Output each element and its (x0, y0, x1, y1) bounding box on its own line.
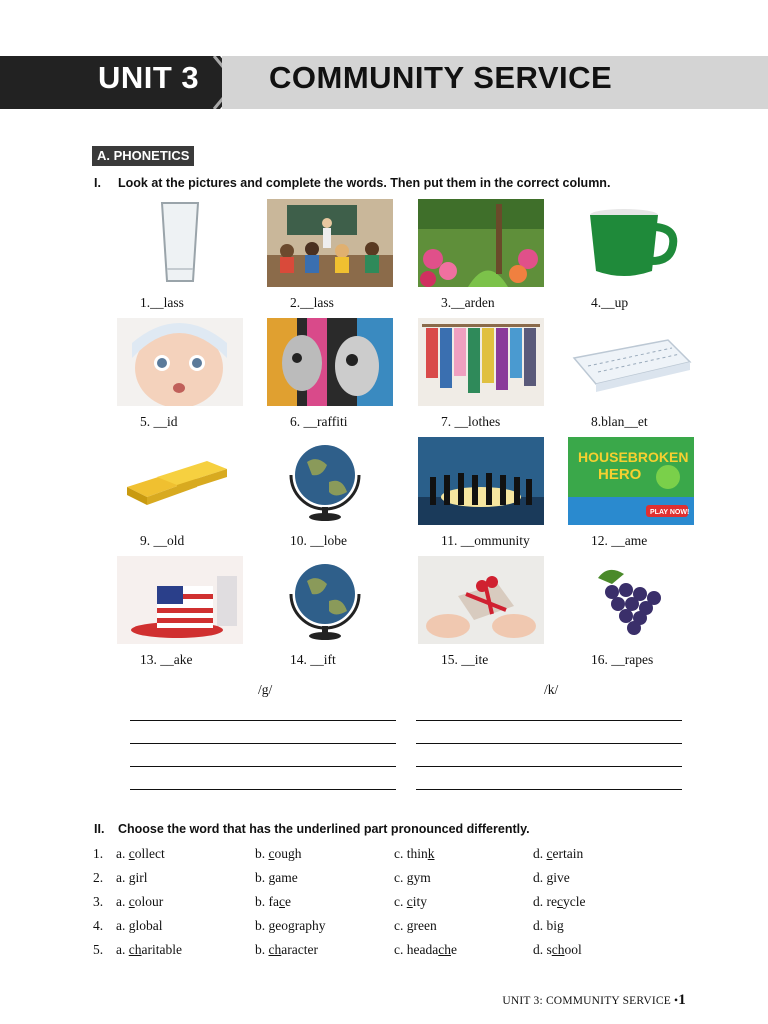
cake-icon (117, 556, 243, 644)
option-text: lobal (135, 918, 163, 933)
option-text: ame (275, 870, 298, 885)
option-text: e (450, 942, 457, 957)
column-heading-g: /g/ (258, 682, 273, 697)
answer-line-g[interactable] (130, 743, 396, 744)
cup-icon (568, 199, 694, 287)
option-text: b. (255, 918, 269, 933)
picture-caption: 3.__arden (441, 295, 495, 310)
picture-caption: 12. __ame (591, 533, 648, 548)
page-footer (502, 992, 686, 1009)
exercise-number: II. (94, 822, 105, 836)
underlined-letters: g (268, 918, 276, 933)
underlined-letters: c (268, 846, 275, 861)
option-text: b. (255, 870, 269, 885)
section-heading: A. PHONETICS (92, 146, 194, 166)
underlined-letters: g (406, 918, 414, 933)
underlined-letters: g (268, 870, 276, 885)
answer-option-c[interactable] (394, 942, 457, 958)
unit-title: COMMUNITY SERVICE (269, 60, 613, 95)
underlined-letters: c (557, 894, 563, 909)
option-text: d. (533, 870, 547, 885)
option-text: a. (116, 942, 129, 957)
underlined-letters: g (546, 870, 554, 885)
option-text: b. (255, 846, 269, 861)
question-number: 2. (93, 870, 104, 885)
answer-option-a[interactable] (116, 870, 148, 886)
answer-option-d[interactable] (533, 870, 570, 886)
option-text: ycle (563, 894, 586, 909)
clothes-icon (418, 318, 544, 406)
option-text: b. fa (255, 894, 279, 909)
exercise-1-instruction (94, 176, 694, 192)
answer-option-a[interactable] (116, 846, 165, 862)
option-text: olour (134, 894, 164, 909)
game-play-label: PLAY NOW! (650, 509, 690, 516)
underlined-letters: c (279, 894, 285, 909)
option-text: c. headа (394, 942, 439, 957)
underlined-letters: c (406, 894, 413, 909)
globe-icon (267, 556, 393, 644)
picture-caption: 8.blan__et (591, 414, 648, 429)
answer-line-g[interactable] (130, 789, 396, 790)
answer-option-c[interactable] (394, 918, 437, 934)
option-text: reen (413, 918, 437, 933)
garden-icon (418, 199, 544, 287)
answer-option-d[interactable] (533, 942, 582, 958)
gold-bars-icon (117, 437, 243, 525)
answer-option-b[interactable] (255, 918, 325, 934)
unit-number: UNIT 3 (98, 60, 200, 95)
option-text: ym (413, 870, 431, 885)
answer-option-a[interactable] (116, 894, 163, 910)
answer-option-b[interactable] (255, 942, 318, 958)
option-text: aritable (141, 942, 182, 957)
option-text: a. (116, 918, 129, 933)
option-text: ity (412, 894, 428, 909)
option-text: irl (135, 870, 148, 885)
blanket-icon (568, 318, 694, 406)
underlined-letters: c (128, 846, 135, 861)
picture-caption: 13. __ake (140, 652, 193, 667)
glass-icon (117, 199, 243, 287)
underlined-letters: ch (268, 942, 282, 957)
answer-option-d[interactable] (533, 894, 586, 910)
option-text: a. (116, 870, 129, 885)
option-text: ollect (134, 846, 165, 861)
option-text: ool (564, 942, 582, 957)
answer-option-a[interactable] (116, 942, 182, 958)
picture-caption: 15. __ite (441, 652, 489, 667)
underlined-letters: g (557, 918, 564, 933)
game-title-line2: HERO (598, 466, 642, 483)
option-text: a. (116, 894, 129, 909)
answer-option-d[interactable] (533, 846, 583, 862)
underlined-letters: k (427, 846, 435, 861)
graffiti-icon (267, 318, 393, 406)
picture-caption: 11. __ommunity (441, 533, 530, 548)
answer-option-c[interactable] (394, 870, 431, 886)
question-number: 1. (93, 846, 104, 861)
option-text: d. s (533, 942, 552, 957)
question-number: 3. (93, 894, 104, 909)
underlined-letters: c (546, 846, 553, 861)
question-number: 5. (93, 942, 104, 957)
answer-line-k[interactable] (416, 720, 682, 721)
option-text: ive (553, 870, 570, 885)
underlined-letters: g (128, 870, 136, 885)
option-text: ough (274, 846, 302, 861)
instruction-text: Choose the word that has the underlined part pronounced differently. (118, 822, 530, 836)
picture-caption: 6. __raffiti (290, 414, 348, 429)
option-text: eography (275, 918, 326, 933)
gift-icon (418, 556, 544, 644)
picture-caption: 16. __rapes (591, 652, 654, 667)
column-heading-k: /k/ (544, 682, 559, 697)
exercise-number: I. (94, 176, 101, 190)
baby-icon (117, 318, 243, 406)
question-number: 4. (93, 918, 104, 933)
classroom-icon (267, 199, 393, 287)
option-text: d. bi (533, 918, 558, 933)
underlined-letters: ch (128, 942, 142, 957)
underlined-letters: g (406, 870, 414, 885)
answer-option-b[interactable] (255, 846, 302, 862)
picture-caption: 7. __lothes (441, 414, 501, 429)
game-icon (568, 437, 694, 525)
option-text: d. (533, 846, 547, 861)
underlined-letters: c (128, 894, 135, 909)
answer-option-d[interactable] (533, 918, 564, 934)
option-text: b. (255, 942, 269, 957)
picture-caption: 1.__lass (140, 295, 184, 310)
option-text: aracter (281, 942, 318, 957)
option-text: c. (394, 918, 407, 933)
underlined-letters: ch (551, 942, 565, 957)
answer-line-g[interactable] (130, 720, 396, 721)
game-title-line1: HOUSEBROKEN (578, 449, 689, 465)
instruction-text: Look at the pictures and complete the words. Then put them in the correct column. (118, 176, 611, 190)
page-number: 1 (678, 992, 686, 1008)
answer-option-b[interactable] (255, 894, 291, 910)
picture-caption: 14. __ift (290, 652, 336, 667)
option-text: c. (394, 870, 407, 885)
answer-line-k[interactable] (416, 789, 682, 790)
answer-line-k[interactable] (416, 743, 682, 744)
option-text: c. thin (394, 846, 428, 861)
picture-caption: 10. __lobe (290, 533, 347, 548)
picture-caption: 9. __old (140, 533, 185, 548)
answer-option-c[interactable] (394, 846, 435, 862)
answer-option-c[interactable] (394, 894, 427, 910)
footer-text: UNIT 3: COMMUNITY SERVICE • (502, 995, 679, 1007)
picture-caption: 4.__up (591, 295, 629, 310)
option-text: ertain (552, 846, 584, 861)
answer-option-b[interactable] (255, 870, 298, 886)
globe-icon (267, 437, 393, 525)
community-icon (418, 437, 544, 525)
picture-caption: 5. __id (140, 414, 178, 429)
answer-option-a[interactable] (116, 918, 163, 934)
underlined-letters: ch (438, 942, 451, 957)
option-text: c. (394, 894, 407, 909)
option-text: d. re (533, 894, 557, 909)
answer-line-g[interactable] (130, 766, 396, 767)
answer-line-k[interactable] (416, 766, 682, 767)
underlined-letters: g (128, 918, 136, 933)
exercise-2-instruction (94, 822, 694, 838)
option-text: a. (116, 846, 129, 861)
picture-caption: 2.__lass (290, 295, 334, 310)
option-text: e (285, 894, 291, 909)
grapes-icon (568, 556, 694, 644)
